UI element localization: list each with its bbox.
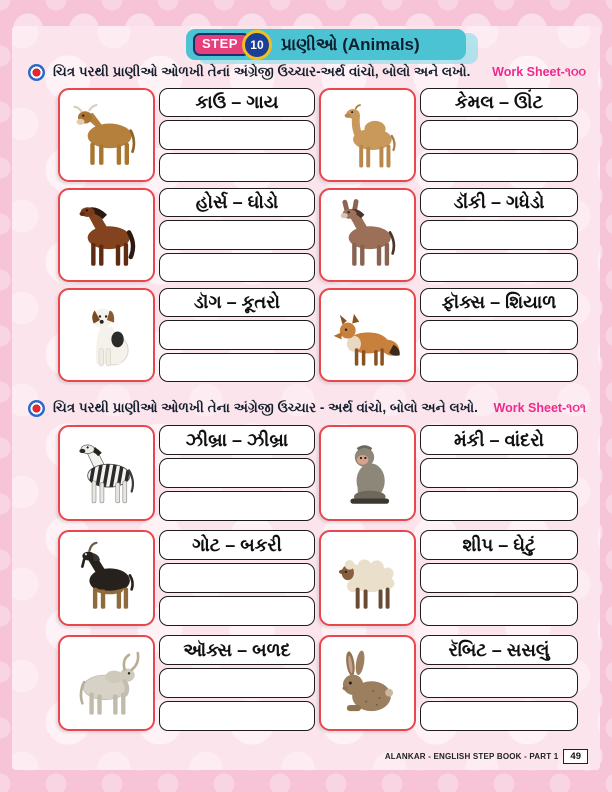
animal-card bbox=[58, 635, 315, 731]
animal-card bbox=[58, 288, 315, 382]
goat-image bbox=[58, 530, 155, 626]
dog-image bbox=[58, 288, 155, 382]
writing-line bbox=[420, 596, 578, 626]
answer-stack bbox=[420, 635, 578, 731]
animal-label-box bbox=[420, 288, 578, 317]
page-title: પ્રાણીઓ (Animals) bbox=[280, 34, 420, 54]
writing-line bbox=[420, 668, 578, 698]
writing-line bbox=[159, 353, 315, 382]
worksheet-label: Work Sheet-૧૦૦ bbox=[492, 64, 586, 79]
animal-label: ડૉગ – કૂતરો bbox=[193, 292, 281, 313]
writing-line bbox=[159, 458, 315, 488]
writing-line bbox=[159, 153, 315, 182]
answer-stack bbox=[420, 288, 578, 382]
animal-card bbox=[319, 635, 578, 731]
animal-label: હોર્સ – ઘોડો bbox=[195, 192, 279, 213]
animal-label: ગોટ – બકરી bbox=[192, 534, 282, 555]
animal-card bbox=[319, 188, 578, 282]
writing-line bbox=[420, 353, 578, 382]
animal-label: ડૉંકી – ગધેડો bbox=[453, 192, 545, 213]
worksheet-label: Work Sheet-૧૦૧ bbox=[493, 400, 586, 415]
answer-stack bbox=[159, 530, 315, 626]
answer-stack bbox=[420, 530, 578, 626]
writing-line bbox=[159, 491, 315, 521]
animal-card bbox=[58, 530, 315, 626]
page-footer bbox=[385, 747, 588, 765]
animal-label: ફૉક્સ – શિયાળ bbox=[441, 292, 557, 313]
writing-line bbox=[420, 120, 578, 149]
page-number: 49 bbox=[563, 749, 588, 764]
writing-line bbox=[420, 253, 578, 282]
animal-label-box bbox=[420, 188, 578, 217]
writing-line bbox=[420, 491, 578, 521]
animal-label-box bbox=[420, 530, 578, 560]
writing-line bbox=[159, 253, 315, 282]
target-bullet-icon bbox=[28, 64, 45, 81]
animal-card bbox=[319, 425, 578, 521]
animal-label-box bbox=[420, 425, 578, 455]
animal-card bbox=[319, 88, 578, 182]
rabbit-image bbox=[319, 635, 416, 731]
animal-label: ઑક્સ – બળદ bbox=[183, 639, 291, 660]
animal-label-box bbox=[159, 88, 315, 117]
answer-stack bbox=[159, 635, 315, 731]
animal-card bbox=[58, 88, 315, 182]
book-title: ALANKAR - ENGLISH STEP BOOK - PART 1 bbox=[384, 751, 559, 761]
writing-line bbox=[420, 458, 578, 488]
donkey-image bbox=[319, 188, 416, 282]
animal-label: કાઉ – ગાય bbox=[195, 92, 279, 113]
writing-line bbox=[159, 320, 315, 349]
instruction-row bbox=[28, 398, 586, 418]
step-number-badge: 10 bbox=[242, 30, 272, 60]
animal-label-box bbox=[159, 188, 315, 217]
answer-stack bbox=[420, 188, 578, 282]
writing-line bbox=[159, 120, 315, 149]
animal-label-box bbox=[159, 635, 315, 665]
answer-stack bbox=[420, 88, 578, 182]
writing-line bbox=[159, 563, 315, 593]
answer-stack bbox=[159, 425, 315, 521]
writing-line bbox=[420, 220, 578, 249]
animal-label-box bbox=[420, 88, 578, 117]
answer-stack bbox=[159, 88, 315, 182]
writing-line bbox=[159, 668, 315, 698]
writing-line bbox=[420, 563, 578, 593]
step-banner bbox=[186, 29, 466, 60]
animal-label-box bbox=[159, 288, 315, 317]
writing-line bbox=[159, 701, 315, 731]
sheep-image bbox=[319, 530, 416, 626]
animal-label: કેમલ – ઊંટ bbox=[454, 92, 544, 113]
zebra-image bbox=[58, 425, 155, 521]
animal-label: રૅબિટ – સસલું bbox=[448, 639, 550, 660]
animal-card bbox=[319, 530, 578, 626]
animal-card bbox=[58, 188, 315, 282]
camel-image bbox=[319, 88, 416, 182]
instruction-text: ચિત્ર પરથી પ્રાણીઓ ઓળખી તેના અંગ્રેજી ઉચ્ચાર - અર્થ વાંચો, બોલો અને લખો. bbox=[53, 400, 478, 415]
answer-stack bbox=[159, 188, 315, 282]
instruction-text: ચિત્ર પરથી પ્રાણીઓ ઓળખી તેનાં અંગ્રેજી ઉચ્ચાર-અર્થ વાંચો, બોલો અને લખો. bbox=[53, 64, 471, 79]
instruction-row bbox=[28, 62, 586, 82]
animal-label: શીપ – ઘેટું bbox=[462, 534, 536, 555]
writing-line bbox=[159, 596, 315, 626]
writing-line bbox=[420, 320, 578, 349]
animal-label-box bbox=[159, 530, 315, 560]
writing-line bbox=[420, 153, 578, 182]
animal-label-box bbox=[420, 635, 578, 665]
writing-line bbox=[159, 220, 315, 249]
animal-label: મંકી – વાંદરો bbox=[453, 429, 545, 450]
step-label: STEP bbox=[193, 33, 250, 56]
writing-line bbox=[420, 701, 578, 731]
ox-image bbox=[58, 635, 155, 731]
fox-image bbox=[319, 288, 416, 382]
animal-label-box bbox=[159, 425, 315, 455]
answer-stack bbox=[420, 425, 578, 521]
animal-label: ઝીબ્રા – ઝીબ્રા bbox=[185, 429, 289, 450]
monkey-image bbox=[319, 425, 416, 521]
cow-image bbox=[58, 88, 155, 182]
step-badge bbox=[193, 30, 272, 60]
target-bullet-icon bbox=[28, 400, 45, 417]
horse-image bbox=[58, 188, 155, 282]
animal-card bbox=[319, 288, 578, 382]
animal-card bbox=[58, 425, 315, 521]
answer-stack bbox=[159, 288, 315, 382]
